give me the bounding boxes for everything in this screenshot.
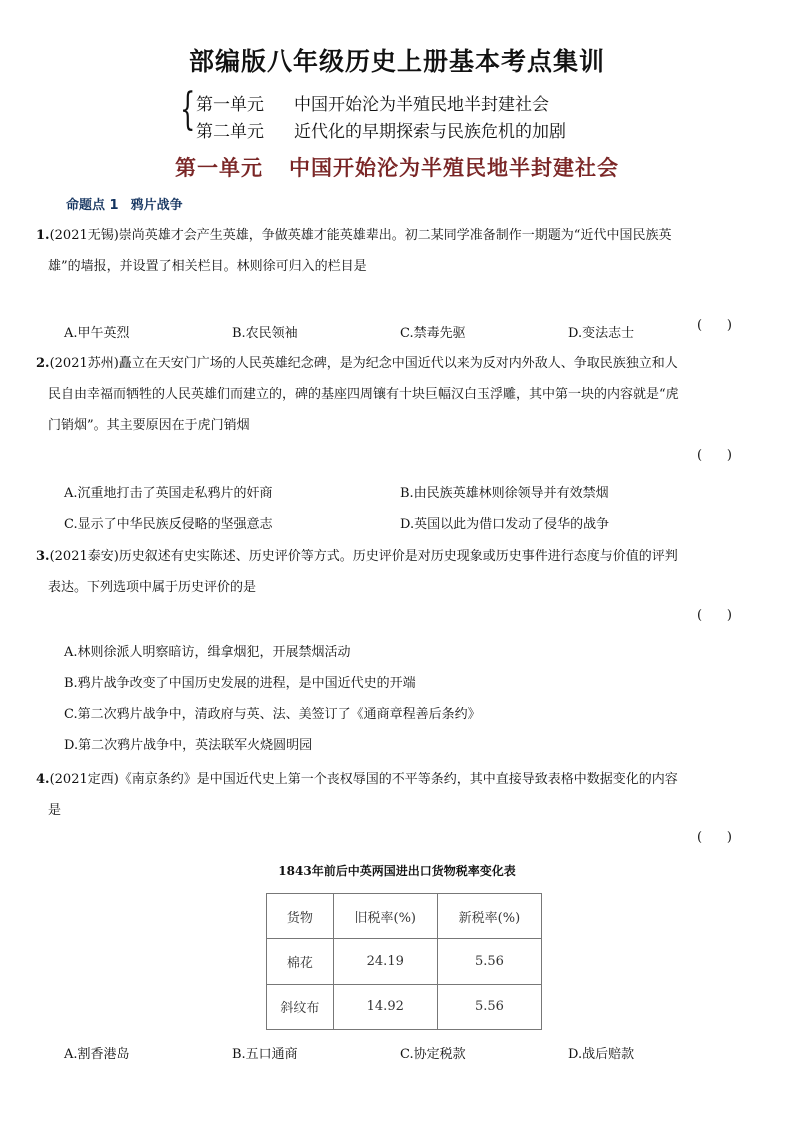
table-cell: 5.56 (437, 939, 541, 984)
table-cell: 24.19 (333, 939, 437, 984)
option-b: B.五口通商 (232, 1047, 298, 1062)
option-a: A.割香港岛 (64, 1047, 130, 1062)
question-line: 4.(2021定西)《南京条约》是中国近代史上第一个丧权辱国的不平等条约，其中直接导致表格中数据变化的内容 (36, 772, 678, 787)
option-d: D.英国以此为借口发动了侵华的战争 (400, 517, 610, 532)
topic-point-name: 鸦片战争 (130, 198, 183, 213)
table-header-cell: 货物 (267, 894, 334, 939)
unit-brace: { (180, 84, 196, 135)
unit-name: 中国开始沦为半殖民地半封建社会 (294, 95, 549, 115)
question-3 (36, 541, 756, 603)
question-line: 表达。下列选项中属于历史评价的是 (48, 580, 257, 595)
topic-point (66, 194, 183, 213)
question-line: 3.(2021泰安)历史叙述有史实陈述、历史评价等方式。历史评价是对历史现象或历史事件进行态度与价值的评判 (36, 549, 678, 564)
answer-paren: ( ) (697, 448, 732, 463)
table-header-cell: 新税率(%) (437, 894, 541, 939)
option-d: D.战后赔款 (568, 1047, 635, 1062)
table-cell: 棉花 (267, 939, 334, 984)
option-c: C.协定税款 (400, 1047, 466, 1062)
answer-paren: ( ) (697, 830, 732, 845)
answer-paren: ( ) (697, 318, 732, 333)
answer-paren: ( ) (697, 608, 732, 623)
table-cell: 斜纹布 (267, 984, 334, 1029)
option-c: C.第二次鸦片战争中，清政府与英、法、美签订了《通商章程善后条约》 (64, 707, 481, 722)
table-header-row (267, 894, 542, 939)
option-b: B.农民领袖 (232, 326, 298, 341)
unit-line-1 (196, 90, 549, 115)
option-c: C.禁毒先驱 (400, 326, 466, 341)
unit-label: 第二单元 (196, 122, 264, 142)
table-row (267, 984, 542, 1029)
question-line: 雄”的墙报，并设置了相关栏目。林则徐可归入的栏目是 (48, 259, 367, 274)
unit-name: 近代化的早期探索与民族危机的加剧 (294, 122, 566, 142)
unit-label: 第一单元 (196, 95, 264, 115)
option-a: A.沉重地打击了英国走私鸦片的奸商 (64, 486, 273, 501)
question-2 (36, 348, 756, 441)
question-line: 是 (48, 803, 62, 818)
unit-line-2 (196, 117, 566, 142)
section-title: 第一单元 中国开始沦为半殖民地半封建社会 (175, 156, 619, 180)
question-line: 1.(2021无锡)崇尚英雄才会产生英雄，争做英雄才能英雄辈出。初二某同学准备制作一期题为“近代中国民族英 (36, 228, 672, 243)
table-cell: 14.92 (333, 984, 437, 1029)
document-title: 部编版八年级历史上册基本考点集训 (188, 47, 605, 76)
option-a: A.林则徐派人明察暗访，缉拿烟犯，开展禁烟活动 (64, 645, 351, 660)
option-b: B.由民族英雄林则徐领导并有效禁烟 (400, 486, 609, 501)
table-header-cell: 旧税率(%) (333, 894, 437, 939)
option-a: A.甲午英烈 (64, 326, 130, 341)
question-line: 门销烟”。其主要原因在于虎门销烟 (48, 418, 250, 433)
option-b: B.鸦片战争改变了中国历史发展的进程，是中国近代史的开端 (64, 676, 416, 691)
table-cell: 5.56 (437, 984, 541, 1029)
question-line: 民自由幸福而牺牲的人民英雄们而建立的，碑的基座四周镶有十块巨幅汉白玉浮雕，其中第一块的内容就是“虎 (48, 387, 679, 402)
topic-point-label: 命题点 1 (66, 198, 119, 213)
option-d: D.变法志士 (568, 326, 635, 341)
question-line: 2.(2021苏州)矗立在天安门广场的人民英雄纪念碑，是为纪念中国近代以来为反对内外敌人、争取民族独立和人 (36, 356, 678, 371)
question-4 (36, 764, 756, 826)
option-d: D.第二次鸦片战争中，英法联军火烧圆明园 (64, 738, 313, 753)
option-c: C.显示了中华民族反侵略的坚强意志 (64, 517, 273, 532)
question-1 (36, 220, 756, 282)
tax-rate-table (266, 893, 542, 1030)
table-title: 1843年前后中英两国进出口货物税率变化表 (278, 864, 516, 878)
table-row (267, 939, 542, 984)
